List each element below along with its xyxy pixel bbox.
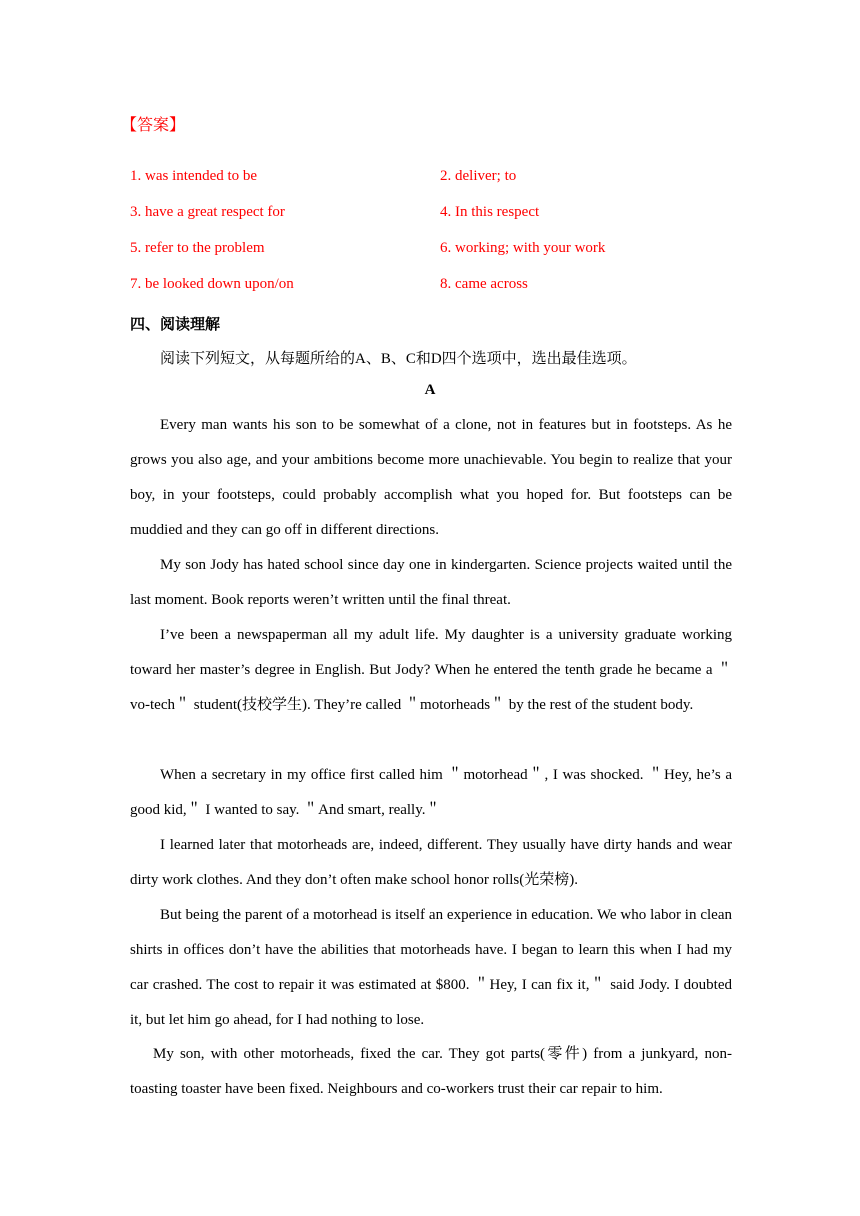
answer-row — [130, 276, 750, 312]
answer-item: 8. came across — [440, 276, 528, 292]
answer-item: 2. deliver; to — [440, 168, 517, 184]
answer-row — [130, 204, 750, 240]
passage-paragraph: My son, with other motorheads, fixed the car. They got parts(零件) from a junkyard, non-toasting toaster have been fixed. Neighbours and co-workers trust their car repair to him. — [130, 1046, 732, 1097]
passage-paragraph: Every man wants his son to be somewhat of a clone, not in features but in footsteps. As he grows you also age, and your ambitions become more unachievable. You begin to realize that your boy, in your footsteps, could probably accomplish what you hoped for. But footsteps can be muddied and they can go off in different directions. — [130, 417, 732, 538]
answer-item: 7. be looked down upon/on — [130, 276, 294, 292]
passage-paragraph: But being the parent of a motorhead is itself an experience in education. We who labor in clean shirts in offices don’t have the abilities that motorheads have. I began to learn this when I had my car crashed. The cost to repair it was estimated at $800. ＂Hey, I can fix it,＂ said Jody. I doubted it, but let him go ahead, for I had nothing to lose. — [130, 907, 732, 1028]
answer-item: 5. refer to the problem — [130, 240, 265, 256]
answer-row — [130, 240, 750, 276]
section-heading: 四、阅读理解 — [130, 317, 221, 333]
answer-item: 3. have a great respect for — [130, 204, 285, 220]
answer-label: 【答案】 — [121, 117, 186, 134]
passage-label: A — [424, 382, 436, 398]
instruction-text: 阅读下列短文，从每题所给的A、B、C和D四个选项中，选出最佳选项。 — [160, 351, 637, 367]
answer-item: 6. working; with your work — [440, 240, 606, 256]
passage-paragraph: I’ve been a newspaperman all my adult life. My daughter is a university graduate working toward her master’s degree in English. But Jody? When he entered the tenth grade he became a ＂vo-tech＂ student(技校学生). They’re called ＂motorheads＂ by the rest of the student body. — [130, 627, 732, 713]
answer-item: 1. was intended to be — [130, 168, 258, 184]
passage-paragraph: I learned later that motorheads are, indeed, different. They usually have dirty hands and wear dirty work clothes. And they don’t often make school honor rolls(光荣榜). — [130, 837, 732, 888]
answer-row — [130, 168, 750, 204]
passage-paragraph: When a secretary in my office first called him ＂motorhead＂, I was shocked. ＂Hey, he’s a good kid,＂ I wanted to say. ＂And smart, really.＂ — [130, 767, 732, 818]
answer-item: 4. In this respect — [440, 204, 540, 220]
passage-paragraph: My son Jody has hated school since day one in kindergarten. Science projects waited until the last moment. Book reports weren’t written until the final threat. — [130, 557, 732, 608]
answer-list — [130, 168, 750, 312]
